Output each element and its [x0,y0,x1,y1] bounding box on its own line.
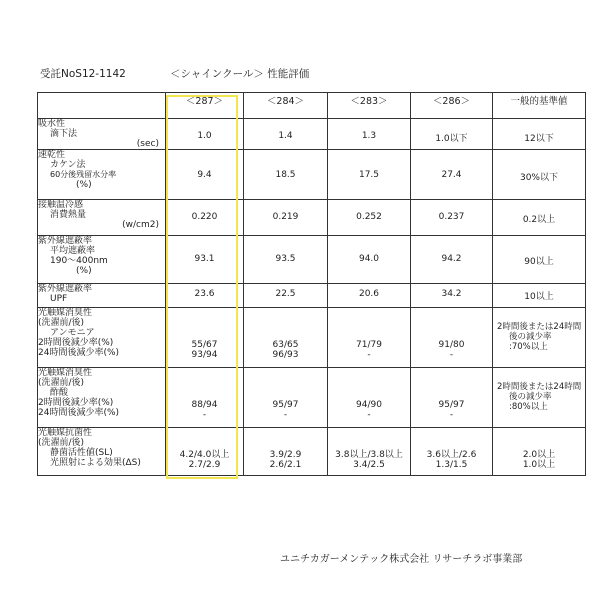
value-cell [244,308,328,368]
row-label [38,119,166,150]
label-line: 24時間後減少率(%) [38,348,120,358]
label-line: 60分後残留水分率 [50,170,117,179]
value-sl: 3.8以上/3.8以上 [335,450,403,460]
value-cell: 18.5 [244,150,328,200]
label-unit: (%) [76,180,92,190]
row-label [38,308,166,368]
document-header [40,66,580,82]
table-row [38,119,586,150]
footer-organization: ユニチカガーメンテック株式会社 リサーチラボ事業部 [280,554,523,565]
row-label [38,284,166,308]
column-highlight-box [166,95,238,479]
label-line: 光触媒消臭性 [38,368,93,378]
label-line: 24時間後減少率(%) [38,408,120,418]
label-line: (洗濯前/後) [38,378,85,388]
receipt-number: 受託NoS12-1142 [40,68,126,80]
standard-block [493,322,585,352]
value-24h: - [449,350,454,360]
document-subject: ＜シャインクール＞ 性能評価 [170,68,310,80]
value-cell: 0.219 [244,200,328,236]
col-header-284: ＜284＞ [244,93,328,119]
label-line: 酢酸 [50,388,69,398]
value-delta-s: 2.7/2.9 [188,460,221,470]
table-row [38,200,586,236]
label-line: 消費熱量 [50,210,87,220]
value-24h: - [449,410,454,420]
row-label [38,368,166,428]
value-cell [328,308,411,368]
standard-line: 1.0以上 [522,460,556,470]
value-cell: 9.4 [166,150,244,200]
label-line: 接触温冷感 [38,200,84,210]
value-cell: 0.220 [166,200,244,236]
value-2h: 88/94 [191,400,218,410]
value-24h: 96/93 [272,350,299,360]
row-label [38,428,166,476]
value-delta-s: 1.3/1.5 [435,460,468,470]
label-line: 吸水性 [38,119,66,129]
value-cell [244,428,328,476]
label-line: アンモニア [50,328,95,338]
table-row [38,236,586,284]
value-cell: 94.2 [411,236,493,284]
label-unit: (sec) [136,139,159,149]
standard-cell: 90以上 [493,236,586,284]
value-cell: 23.6 [166,284,244,308]
value-cell [411,308,493,368]
label-line: カケン法 [50,160,86,170]
col-header-standard: 一般的基準値 [493,93,586,119]
standard-cell: 10以上 [493,284,586,308]
value-sl: 4.2/4.0以上 [179,450,230,460]
label-line: 2時間後減少率(%) [38,398,114,408]
value-sl: 3.6以上/2.6 [426,450,477,460]
label-line: 速乾性 [38,150,66,160]
row-label [38,150,166,200]
value-cell: 93.5 [244,236,328,284]
label-line: UPF [50,294,68,304]
standard-line: 2時間後または24時間 [497,382,582,392]
value-2h: 55/67 [191,340,218,350]
table-row [38,428,586,476]
value-cell [244,368,328,428]
value-24h: - [367,350,371,360]
evaluation-table [37,92,586,476]
value-cell: 1.4 [244,119,328,150]
standard-block [493,382,585,412]
value-24h: - [283,410,288,420]
value-2h: 94/90 [356,400,382,410]
standard-cell: 0.2以上 [493,200,586,236]
col-header-286: ＜286＞ [411,93,493,119]
row-label [38,236,166,284]
value-24h: 93/94 [191,350,218,360]
label-line: 190～400nm [50,256,108,266]
standard-cell [493,368,586,428]
value-cell [411,428,493,476]
value-delta-s: 2.6/2.1 [269,460,302,470]
standard-line: 2.0以上 [522,450,556,460]
value-cell: 27.4 [411,150,493,200]
label-line: 平均遮蔽率 [50,246,96,256]
value-cell: 1.0以下 [411,119,493,150]
label-line: 光照射による効果(ΔS) [50,458,141,468]
value-2h: 95/97 [438,400,465,410]
value-cell [411,368,493,428]
table-row [38,308,586,368]
standard-line: 後の減少率 [509,392,552,402]
col-header-287: ＜287＞ [166,93,244,119]
label-line: 滴下法 [50,129,78,139]
value-cell: 22.5 [244,284,328,308]
standard-cell [493,428,586,476]
value-cell [328,428,411,476]
value-delta-s: 3.4/2.5 [353,460,385,470]
value-2h: 91/80 [438,340,465,350]
standard-cell [493,308,586,368]
value-cell: 1.0 [166,119,244,150]
header-row [38,93,586,119]
table-row [38,150,586,200]
value-cell: 0.237 [411,200,493,236]
value-cell: 94.0 [328,236,411,284]
label-line: 光触媒抗菌性 [38,428,93,438]
label-line: (洗濯前/後) [38,438,85,448]
value-cell: 17.5 [328,150,411,200]
value-cell [328,368,411,428]
label-line: 光触媒消臭性 [38,308,93,318]
standard-line: :80%以上 [509,402,548,412]
value-2h: 63/65 [272,340,299,350]
value-cell: 0.252 [328,200,411,236]
standard-cell: 30%以下 [493,150,586,200]
value-2h: 95/97 [272,400,299,410]
col-header-283: ＜283＞ [328,93,411,119]
value-cell: 34.2 [411,284,493,308]
label-line: 紫外線遮蔽率 [38,236,93,246]
label-line: (洗濯前/後) [38,318,85,328]
header-blank-cell [38,93,166,119]
value-cell: 93.1 [166,236,244,284]
table-row [38,284,586,308]
standard-line: 後の減少率 [509,332,552,342]
standard-cell: 12以下 [493,119,586,150]
label-unit: (%) [76,266,92,276]
standard-line: 2時間後または24時間 [497,322,582,332]
value-cell: 20.6 [328,284,411,308]
value-24h: - [367,410,371,420]
label-unit: (w/cm2) [122,220,159,230]
label-line: 紫外線遮蔽率 [38,284,93,294]
table-row [38,368,586,428]
value-2h: 71/79 [356,340,382,350]
value-sl: 3.9/2.9 [269,450,302,460]
label-line: 静菌活性値(SL) [50,448,113,458]
standard-line: :70%以上 [509,342,548,352]
row-label [38,200,166,236]
value-cell: 1.3 [328,119,411,150]
value-24h: - [202,410,207,420]
label-line: 2時間後減少率(%) [38,338,114,348]
